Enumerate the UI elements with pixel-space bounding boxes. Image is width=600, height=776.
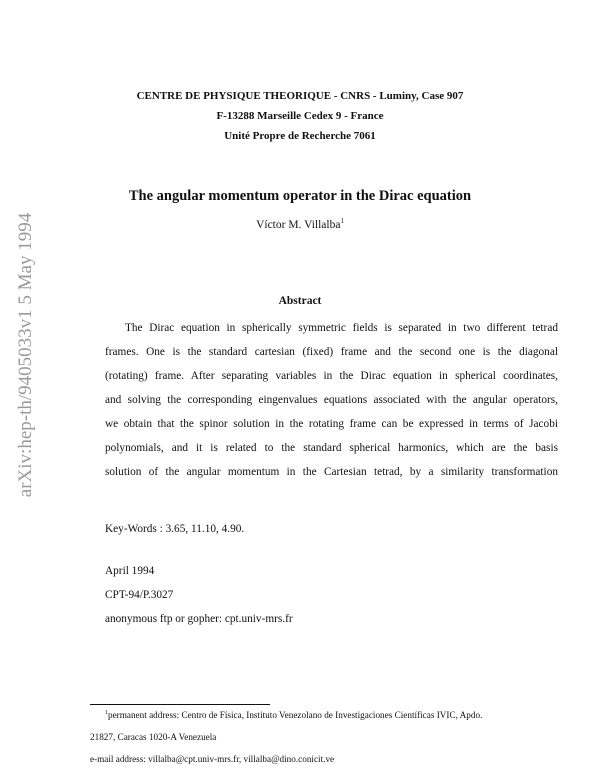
institution-line-2: F-13288 Marseille Cedex 9 - France — [216, 110, 384, 122]
author — [0, 217, 600, 231]
ftp-info: anonymous ftp or gopher: cpt.univ-mrs.fr — [105, 613, 293, 625]
report-number: CPT-94/P.3027 — [105, 589, 174, 601]
abstract-line: and solving the corresponding eingenvalues equations associated with the angular operators, — [105, 394, 558, 406]
footnote-text: permanent address: Centro de Física, Instituto Venezolano de Investigaciones Científicas IVIC, Apdo. — [108, 710, 483, 721]
keywords: Key-Words : 3.65, 11.10, 4.90. — [105, 523, 245, 535]
footnote-mark: 1 — [105, 710, 108, 716]
abstract-line: solution of the angular momentum in the Cartesian tetrad, by a similarity transformation — [105, 466, 558, 478]
author-name: Víctor M. Villalba — [256, 218, 341, 231]
footnote-rule — [90, 704, 270, 705]
paper-title: The angular momentum operator in the Dirac equation — [128, 188, 472, 204]
arxiv-stamp: arXiv:hep-th/9405033v1 5 May 1994 — [15, 212, 36, 498]
abstract-line: The Dirac equation in spherically symmetric fields is separated in two different tetrad — [125, 322, 558, 334]
institution-line-3: Unité Propre de Recherche 7061 — [224, 130, 376, 142]
institution-line-1: CENTRE DE PHYSIQUE THEORIQUE - CNRS - Luminy, Case 907 — [136, 90, 464, 102]
footnote-line-3: e-mail address: villalba@cpt.univ-mrs.fr, villalba@dino.conicit.ve — [90, 754, 335, 764]
abstract-line: (rotating) frame. After separating variables in the Dirac equation in spherical coordinates, — [105, 370, 558, 382]
abstract-line: we obtain that the spinor solution in the rotating frame can be expressed in terms of Jacobi — [105, 418, 558, 430]
abstract-line: frames. One is the standard cartesian (fixed) frame and the second one is the diagonal — [105, 346, 558, 358]
footnote-mark: 1 — [340, 217, 344, 225]
footnote-line-1 — [105, 710, 482, 720]
abstract-heading: Abstract — [278, 295, 322, 307]
abstract-line: polynomials, and it is related to the standard spherical harmonics, which are the basis — [105, 442, 558, 454]
footnote-line-2: 21827, Caracas 1020-A Venezuela — [90, 732, 217, 742]
date: April 1994 — [105, 565, 155, 577]
